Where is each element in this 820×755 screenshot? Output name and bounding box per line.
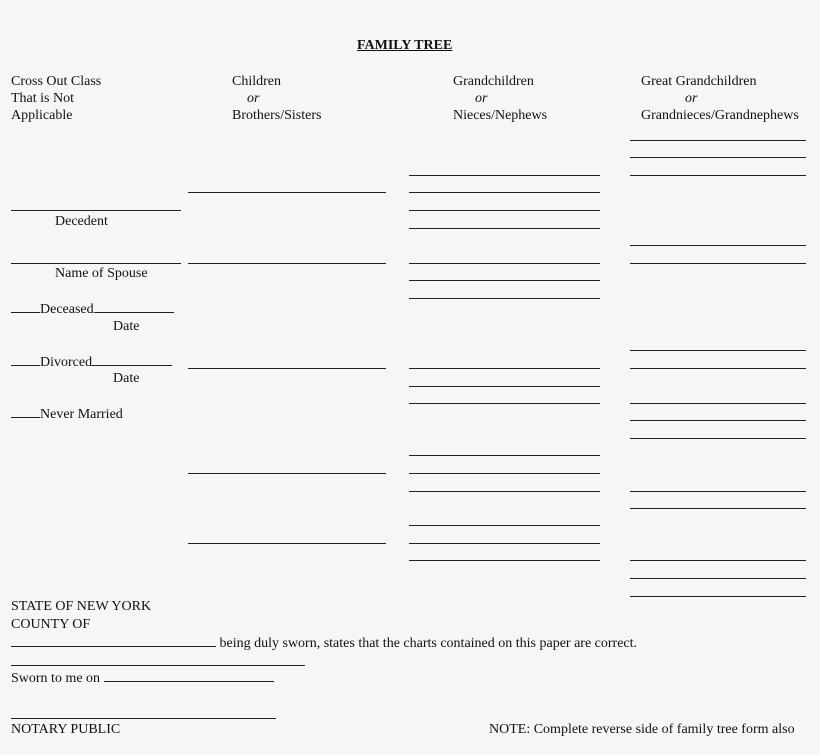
great-grandchild-line[interactable] (630, 245, 806, 246)
great-grandchild-line[interactable] (630, 420, 806, 421)
grandchild-line[interactable] (409, 368, 600, 369)
sworn-to-label: Sworn to me on (11, 671, 101, 686)
signature-line[interactable] (11, 665, 305, 666)
great-grandchild-line[interactable] (630, 175, 806, 176)
sworn-statement: being duly sworn, states that the charts contained on this paper are correct. (219, 636, 638, 651)
great-grandchild-line[interactable] (630, 350, 806, 351)
child-line[interactable] (188, 263, 386, 264)
divorced-check-line[interactable] (11, 353, 40, 366)
great-grandchildren-header-line-2: Grandnieces/Grandnephews (641, 108, 799, 123)
grandchild-line[interactable] (409, 298, 600, 299)
deceased-row (11, 300, 174, 318)
children-header (232, 73, 321, 124)
reverse-side-note: NOTE: Complete reverse side of family tree form also (489, 722, 795, 737)
great-grandchild-line[interactable] (630, 403, 806, 404)
grandchild-line[interactable] (409, 386, 600, 387)
state-label: STATE OF NEW YORK (11, 599, 152, 614)
great-grandchild-line[interactable] (630, 508, 806, 509)
great-grandchild-line[interactable] (630, 578, 806, 579)
grandchild-line[interactable] (409, 175, 600, 176)
great-grandchildren-header-or: or (685, 91, 698, 106)
grandchild-line[interactable] (409, 491, 600, 492)
never-married-check-line[interactable] (11, 405, 40, 418)
sworn-to-row (11, 669, 274, 687)
grandchildren-header-line-1: Grandchildren (453, 74, 534, 89)
cross-out-line-3: Applicable (11, 108, 73, 123)
notary-label: NOTARY PUBLIC (11, 722, 121, 737)
never-married-label: Never Married (40, 407, 123, 422)
spouse-label: Name of Spouse (55, 266, 148, 281)
great-grandchildren-header (641, 73, 799, 124)
grandchild-line[interactable] (409, 473, 600, 474)
decedent-label: Decedent (55, 214, 108, 229)
decedent-line[interactable] (11, 210, 181, 211)
divorced-date-label: Date (113, 371, 140, 386)
divorced-label: Divorced (40, 355, 93, 370)
cross-out-line-1: Cross Out Class (11, 74, 102, 89)
deceased-label: Deceased (40, 302, 94, 317)
deceased-date-label: Date (113, 319, 140, 334)
child-line[interactable] (188, 368, 386, 369)
grandchild-line[interactable] (409, 403, 600, 404)
deceased-check-line[interactable] (11, 300, 40, 313)
notary-signature-line[interactable] (11, 718, 276, 719)
great-grandchild-line[interactable] (630, 263, 806, 264)
grandchild-line[interactable] (409, 210, 600, 211)
child-line[interactable] (188, 473, 386, 474)
cross-out-header (11, 73, 101, 124)
grandchild-line[interactable] (409, 228, 600, 229)
spouse-line[interactable] (11, 263, 181, 264)
county-label: COUNTY OF (11, 617, 91, 632)
sworn-date-line[interactable] (104, 669, 274, 682)
great-grandchild-line[interactable] (630, 491, 806, 492)
children-header-or: or (247, 91, 260, 106)
grandchildren-header-line-2: Nieces/Nephews (453, 108, 548, 123)
great-grandchildren-header-line-1: Great Grandchildren (641, 74, 757, 89)
divorced-row (11, 353, 172, 371)
grandchild-line[interactable] (409, 455, 600, 456)
grandchild-line[interactable] (409, 280, 600, 281)
grandchild-line[interactable] (409, 560, 600, 561)
grandchild-line[interactable] (409, 543, 600, 544)
great-grandchild-line[interactable] (630, 560, 806, 561)
children-header-line-2: Brothers/Sisters (232, 108, 322, 123)
sworn-statement-row (11, 634, 637, 652)
child-line[interactable] (188, 192, 386, 193)
great-grandchild-line[interactable] (630, 140, 806, 141)
grandchild-line[interactable] (409, 192, 600, 193)
great-grandchild-line[interactable] (630, 368, 806, 369)
grandchild-line[interactable] (409, 263, 600, 264)
great-grandchild-line[interactable] (630, 596, 806, 597)
cross-out-line-2: That is Not (11, 91, 74, 106)
great-grandchild-line[interactable] (630, 438, 806, 439)
deceased-date-line[interactable] (94, 300, 174, 313)
never-married-row (11, 405, 123, 423)
grandchildren-header (453, 73, 547, 124)
great-grandchild-line[interactable] (630, 157, 806, 158)
children-header-line-1: Children (232, 74, 281, 89)
divorced-date-line[interactable] (92, 353, 172, 366)
grandchild-line[interactable] (409, 525, 600, 526)
grandchildren-header-or: or (475, 91, 488, 106)
affiant-name-line[interactable] (11, 634, 216, 647)
page-title: FAMILY TREE (357, 38, 453, 53)
child-line[interactable] (188, 543, 386, 544)
